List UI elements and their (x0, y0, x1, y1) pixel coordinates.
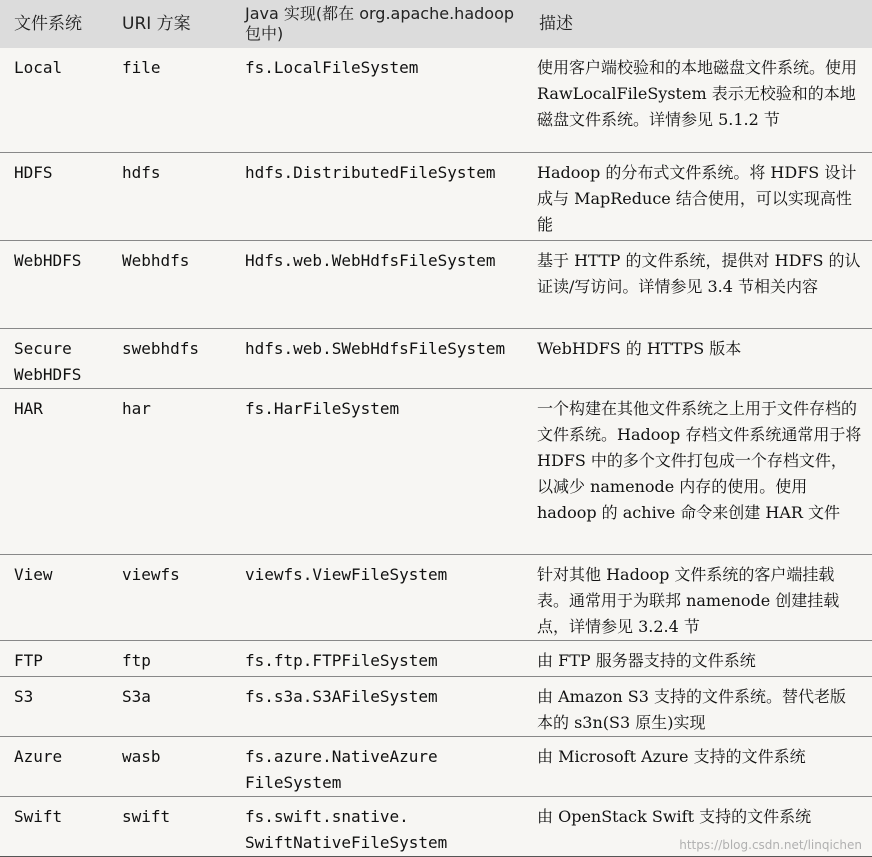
uri-scheme-cell: ftp (108, 640, 231, 676)
filesystem-cell: View (0, 554, 108, 640)
java-impl-cell: fs.HarFileSystem (231, 388, 525, 554)
filesystem-cell: WebHDFS (0, 240, 108, 328)
java-impl-cell: hdfs.web.SWebHdfsFileSystem (231, 328, 525, 388)
java-impl-cell: fs.azure.NativeAzure FileSystem (231, 736, 525, 796)
uri-scheme-cell: Webhdfs (108, 240, 231, 328)
uri-scheme-cell: viewfs (108, 554, 231, 640)
table-row (0, 152, 872, 240)
description-cell: Hadoop 的分布式文件系统。将 HDFS 设计成与 MapReduce 结合使用，可以实现高性能 (525, 152, 872, 240)
uri-scheme-cell: hdfs (108, 152, 231, 240)
uri-scheme-cell: S3a (108, 676, 231, 736)
java-impl-cell: fs.ftp.FTPFileSystem (231, 640, 525, 676)
header-row (0, 0, 872, 48)
description-cell: 由 OpenStack Swift 支持的文件系统 (525, 796, 872, 856)
description-cell: 基于 HTTP 的文件系统，提供对 HDFS 的认证读/写访问。详情参见 3.4 节相关内容 (525, 240, 872, 328)
description-cell: 由 Amazon S3 支持的文件系统。替代老版本的 s3n(S3 原生)实现 (525, 676, 872, 736)
header-filesystem: 文件系统 (14, 13, 82, 34)
filesystem-cell: HAR (0, 388, 108, 554)
table-row (0, 676, 872, 736)
uri-scheme-cell: wasb (108, 736, 231, 796)
description-cell: 一个构建在其他文件系统之上用于文件存档的文件系统。Hadoop 存档文件系统通常用于将 HDFS 中的多个文件打包成一个存档文件，以减少 namenode 内存的使用。使用 hadoop 的 achive 命令来创建 HAR 文件 (525, 388, 872, 554)
filesystem-cell: HDFS (0, 152, 108, 240)
java-impl-cell: fs.s3a.S3AFileSystem (231, 676, 525, 736)
filesystem-cell: Azure (0, 736, 108, 796)
table-row (0, 736, 872, 796)
description-cell: 针对其他 Hadoop 文件系统的客户端挂载表。通常用于为联邦 namenode 创建挂载点，详情参见 3.2.4 节 (525, 554, 872, 640)
header-description: 描述 (539, 13, 573, 34)
table-row (0, 388, 872, 554)
uri-scheme-cell: swebhdfs (108, 328, 231, 388)
filesystem-cell: Local (0, 48, 108, 152)
java-impl-cell: fs.swift.snative. SwiftNativeFileSystem (231, 796, 525, 856)
header-java-impl: Java 实现(都在 org.apache.hadoop 包中) (245, 4, 515, 43)
java-impl-cell: Hdfs.web.WebHdfsFileSystem (231, 240, 525, 328)
description-cell: 由 FTP 服务器支持的文件系统 (525, 640, 872, 676)
filesystem-cell: FTP (0, 640, 108, 676)
java-impl-cell: viewfs.ViewFileSystem (231, 554, 525, 640)
uri-scheme-cell: har (108, 388, 231, 554)
filesystem-cell: Secure WebHDFS (0, 328, 108, 388)
table-row (0, 554, 872, 640)
java-impl-cell: hdfs.DistributedFileSystem (231, 152, 525, 240)
uri-scheme-cell: swift (108, 796, 231, 856)
description-cell: WebHDFS 的 HTTPS 版本 (525, 328, 872, 388)
table-row (0, 240, 872, 328)
header-uri-scheme: URI 方案 (122, 13, 191, 34)
description-cell: 使用客户端校验和的本地磁盘文件系统。使用 RawLocalFileSystem 表示无校验和的本地磁盘文件系统。详情参见 5.1.2 节 (525, 48, 872, 152)
java-impl-cell: fs.LocalFileSystem (231, 48, 525, 152)
table-row (0, 48, 872, 152)
table-row (0, 640, 872, 676)
watermark: https://blog.csdn.net/linqichen (679, 838, 862, 852)
filesystem-cell: Swift (0, 796, 108, 856)
uri-scheme-cell: file (108, 48, 231, 152)
filesystem-cell: S3 (0, 676, 108, 736)
description-cell: 由 Microsoft Azure 支持的文件系统 (525, 736, 872, 796)
table-row (0, 328, 872, 388)
